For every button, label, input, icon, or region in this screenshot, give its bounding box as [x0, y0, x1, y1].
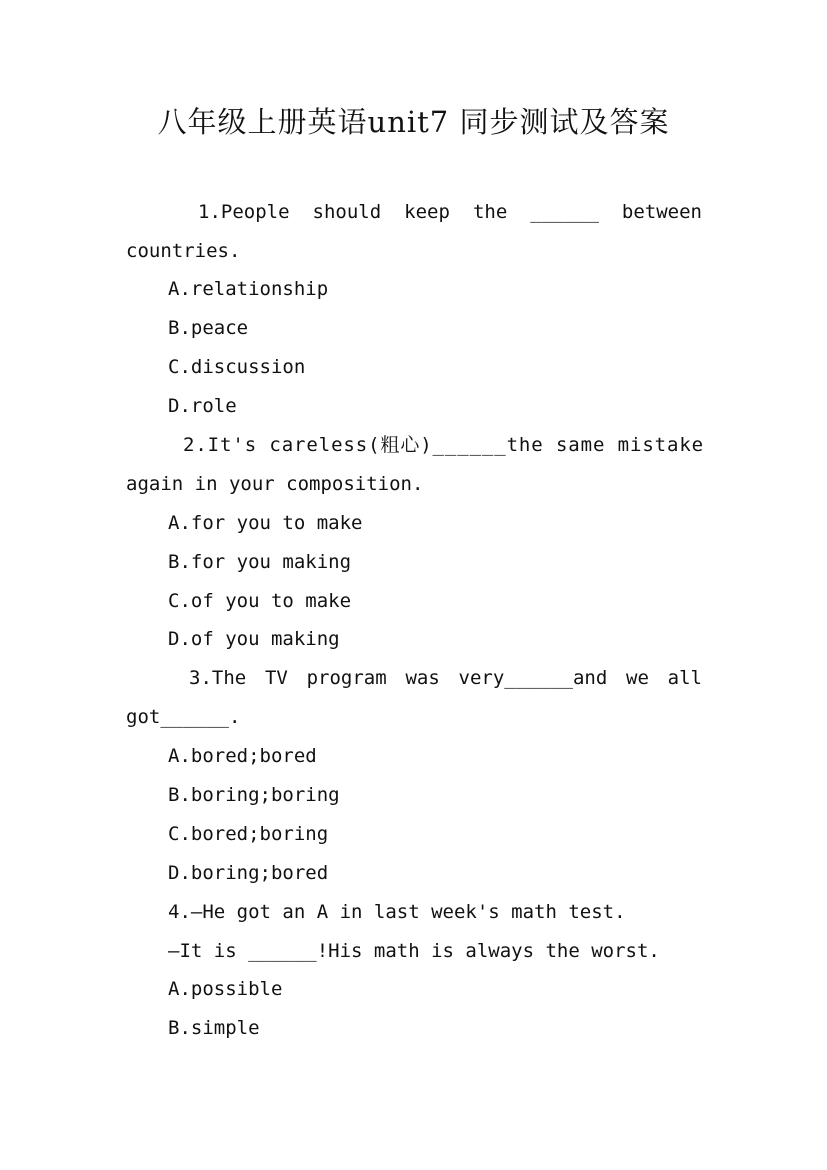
- question-1-stem-line-1: 1.People should keep the ______ between: [198, 201, 702, 223]
- question-1-stem-line-2: countries.: [126, 240, 241, 262]
- question-4-stem-line-2: —It is ______!His math is always the worst.: [168, 940, 660, 962]
- question-3-option-b: B.boring;boring: [168, 784, 340, 806]
- question-4-stem-line-1: 4.—He got an A in last week's math test.: [168, 901, 626, 923]
- question-2-stem-line-1: 2.It's careless(粗心)______the same mistake: [183, 434, 705, 456]
- question-3-option-d: D.boring;bored: [168, 862, 329, 884]
- question-3-option-c: C.bored;boring: [168, 823, 329, 845]
- question-3-stem-line-2: got______.: [126, 706, 241, 728]
- question-4-option-b: B.simple: [168, 1017, 260, 1039]
- question-2-option-d: D.of you making: [168, 628, 340, 650]
- question-1-option-c: C.discussion: [168, 356, 306, 378]
- question-2-option-c: C.of you to make: [168, 590, 352, 612]
- question-4-option-a: A.possible: [168, 978, 283, 1000]
- question-1-option-b: B.peace: [168, 317, 249, 339]
- question-1-option-d: D.role: [168, 395, 237, 417]
- page-title: 八年级上册英语unit7 同步测试及答案: [157, 105, 670, 139]
- question-2-option-a: A.for you to make: [168, 512, 363, 534]
- question-2-stem-line-2: again in your composition.: [126, 473, 424, 495]
- question-3-stem-line-1: 3.The TV program was very______and we all: [189, 667, 702, 689]
- question-2-option-b: B.for you making: [168, 551, 352, 573]
- question-3-option-a: A.bored;bored: [168, 745, 317, 767]
- question-1-option-a: A.relationship: [168, 278, 329, 300]
